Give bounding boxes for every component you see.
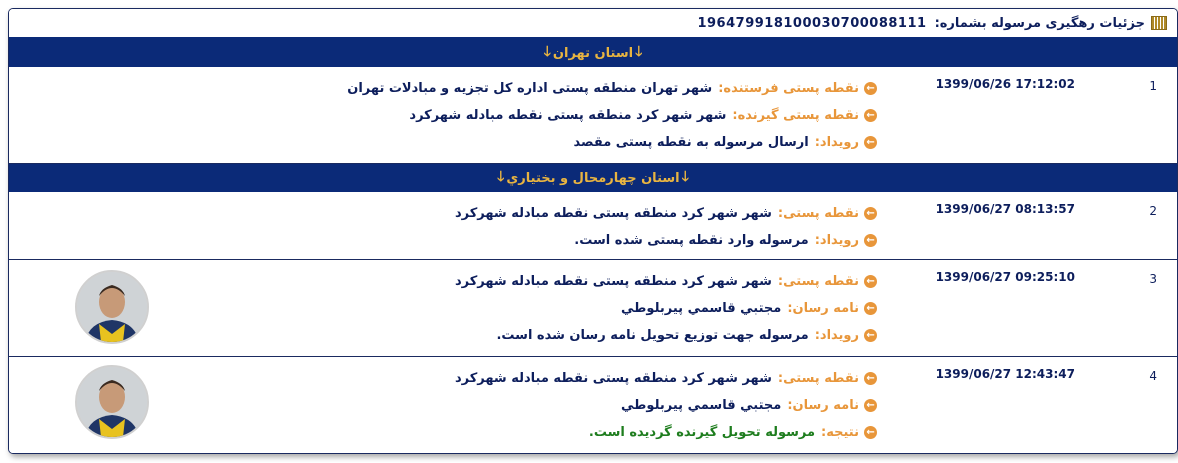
arrow-circle-left-icon: ← [864, 399, 877, 412]
province-label: استان چهارمحال و بختياري [506, 170, 680, 186]
province-label: استان تهران [552, 45, 634, 61]
line-label: نتیجه: [821, 425, 859, 440]
event-line [455, 268, 877, 295]
line-value: ارسال مرسوله به نقطه پستی مقصد [573, 135, 809, 150]
event-index: 1 [1149, 79, 1157, 93]
line-value: شهر شهر کرد منطقه پستی نقطه مبادله شهرکرد [409, 108, 727, 123]
line-label: رویداد: [814, 135, 859, 150]
line-value: مرسوله جهت توزیع تحویل نامه رسان شده است. [496, 328, 809, 343]
table-row [9, 67, 1177, 164]
tracking-number: 196479918100030700088111 [697, 15, 927, 31]
line-value: مجتبي قاسمي پيربلوطي [621, 301, 782, 316]
event-line [455, 392, 877, 419]
arrow-circle-left-icon: ← [864, 136, 877, 149]
arrow-circle-left-icon: ← [864, 109, 877, 122]
event-line [455, 419, 877, 446]
line-label: نقطه پستی فرستنده: [718, 81, 859, 96]
line-label: رویداد: [814, 233, 859, 248]
arrow-circle-left-icon: ← [864, 275, 877, 288]
province-header-tehran [9, 39, 1177, 67]
courier-avatar [75, 365, 149, 439]
arrow-circle-left-icon: ← [864, 302, 877, 315]
line-label: نقطه پستی: [777, 206, 859, 221]
event-info [455, 200, 877, 254]
event-line [455, 200, 877, 227]
arrow-down-icon: 🡓 [543, 44, 551, 60]
tracking-panel [8, 8, 1178, 454]
line-value: مجتبي قاسمي پيربلوطي [621, 398, 782, 413]
event-line [347, 75, 877, 102]
line-label: نامه رسان: [787, 398, 859, 413]
event-line [347, 129, 877, 156]
result-value: مرسوله تحویل گیرنده گردیده است. [588, 425, 816, 440]
event-datetime: 1399/06/27 08:13:57 [935, 202, 1075, 216]
province-header-chaharmahal [9, 164, 1177, 192]
event-datetime: 1399/06/27 12:43:47 [935, 367, 1075, 381]
event-info [455, 268, 877, 349]
line-value: شهر شهر کرد منطقه پستی نقطه مبادله شهرکرد [454, 274, 772, 289]
line-label: نامه رسان: [787, 301, 859, 316]
arrow-circle-left-icon: ← [864, 207, 877, 220]
line-value: شهر شهر کرد منطقه پستی نقطه مبادله شهرکرد [454, 206, 772, 221]
barcode-icon [1151, 16, 1167, 30]
line-value: مرسوله وارد نقطه پستی شده است. [574, 233, 809, 248]
line-label: نقطه پستی: [777, 371, 859, 386]
event-index: 4 [1149, 369, 1157, 383]
line-label: رویداد: [814, 328, 859, 343]
event-index: 2 [1149, 204, 1157, 218]
arrow-circle-left-icon: ← [864, 329, 877, 342]
event-datetime: 1399/06/26 17:12:02 [935, 77, 1075, 91]
arrow-down-icon: 🡓 [635, 44, 643, 60]
line-value: شهر شهر کرد منطقه پستی نقطه مبادله شهرکرد [454, 371, 772, 386]
event-line [455, 365, 877, 392]
event-line [455, 295, 877, 322]
header-title: جزئیات رهگیری مرسوله بشماره: [934, 15, 1145, 31]
arrow-circle-left-icon: ← [864, 372, 877, 385]
event-index: 3 [1149, 272, 1157, 286]
event-datetime: 1399/06/27 09:25:10 [935, 270, 1075, 284]
event-line [455, 322, 877, 349]
table-row [9, 260, 1177, 357]
panel-header [9, 9, 1177, 39]
event-info [455, 365, 877, 446]
arrow-down-icon: 🡓 [681, 169, 689, 185]
table-row [9, 192, 1177, 260]
line-value: شهر تهران منطقه پستی اداره کل تجزیه و مبادلات تهران [347, 81, 713, 96]
event-info [347, 75, 877, 156]
table-row [9, 357, 1177, 453]
arrow-circle-left-icon: ← [864, 426, 877, 439]
arrow-circle-left-icon: ← [864, 234, 877, 247]
arrow-circle-left-icon: ← [864, 82, 877, 95]
courier-avatar [75, 270, 149, 344]
event-line [347, 102, 877, 129]
event-line [455, 227, 877, 254]
arrow-down-icon: 🡓 [497, 169, 505, 185]
line-label: نقطه پستی: [777, 274, 859, 289]
line-label: نقطه پستی گیرنده: [732, 108, 859, 123]
